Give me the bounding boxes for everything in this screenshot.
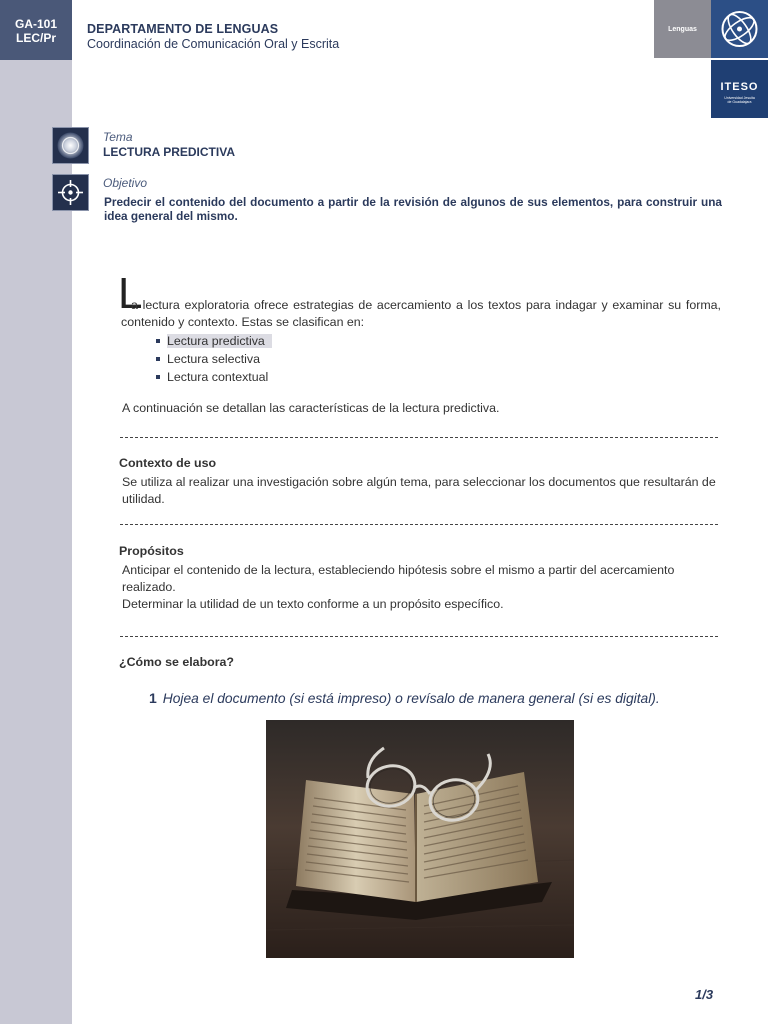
book-glasses-photo	[266, 720, 574, 958]
list-item	[156, 332, 272, 350]
objetivo-label: Objetivo	[103, 176, 148, 190]
document-code-line1: GA-101	[14, 17, 58, 31]
contexto-text: Se utiliza al realizar una investigación sobre algún tema, para seleccionar los documentos que resultarán de utilidad.	[122, 475, 716, 506]
globe-logo-icon	[711, 0, 768, 58]
objetivo-value: Predecir el contenido del documento a partir de la revisión de algunos de sus elementos, para construir una idea general del mismo.	[104, 195, 722, 223]
intro-dropcap: L	[118, 269, 143, 318]
crosshair-icon	[52, 174, 89, 211]
dashed-divider	[120, 524, 718, 525]
list-item-label: Lectura selectiva	[167, 352, 260, 366]
document-code-line2: LEC/Pr	[15, 31, 56, 45]
propositos-text-2: Determinar la utilidad de un texto conforme a un propósito específico.	[122, 597, 504, 611]
step-number: 1	[149, 690, 157, 706]
department-subtitle: Coordinación de Comunicación Oral y Escrita	[87, 37, 340, 51]
propositos-text-1: Anticipar el contenido de la lectura, estableciendo hipótesis sobre el mismo a partir del acercamiento realizado.	[122, 563, 675, 594]
como-heading: ¿Cómo se elabora?	[119, 655, 234, 669]
followup-text: A continuación se detallan las características de la lectura predictiva.	[122, 401, 500, 415]
list-item	[156, 368, 272, 386]
tema-label: Tema	[103, 130, 133, 144]
iteso-logo	[711, 60, 768, 118]
list-item-label: Lectura contextual	[167, 370, 269, 384]
iteso-subtitle-2: de Guadalajara	[727, 100, 752, 104]
tema-value: LECTURA PREDICTIVA	[103, 145, 235, 159]
contexto-heading: Contexto de uso	[119, 456, 217, 470]
lenguas-tag	[654, 0, 711, 58]
list-item	[156, 350, 272, 368]
lenguas-label: Lenguas	[668, 25, 697, 33]
iteso-name: ITESO	[720, 81, 759, 93]
intro-text: a lectura exploratoria ofrece estrategias de acercamiento a los textos para indagar y examinar su forma, contenido y contexto. Estas se clasifican en:	[121, 298, 721, 329]
page-number: 1/3	[695, 987, 714, 1002]
dashed-divider	[120, 437, 718, 438]
document-code-box	[0, 0, 72, 60]
step-text: Hojea el documento (si está impreso) o revísalo de manera general (si es digital).	[162, 691, 660, 706]
target-circle-icon	[52, 127, 89, 164]
list-item-label: Lectura predictiva	[167, 334, 272, 348]
department-title: DEPARTAMENTO DE LENGUAS	[87, 22, 279, 36]
iteso-subtitle-1: Universidad Jesuita	[724, 96, 755, 100]
reading-types-list	[156, 332, 272, 386]
propositos-heading: Propósitos	[119, 544, 184, 558]
department-header	[87, 22, 339, 51]
step-1	[149, 690, 660, 706]
dashed-divider	[120, 636, 718, 637]
intro-paragraph	[121, 297, 721, 331]
